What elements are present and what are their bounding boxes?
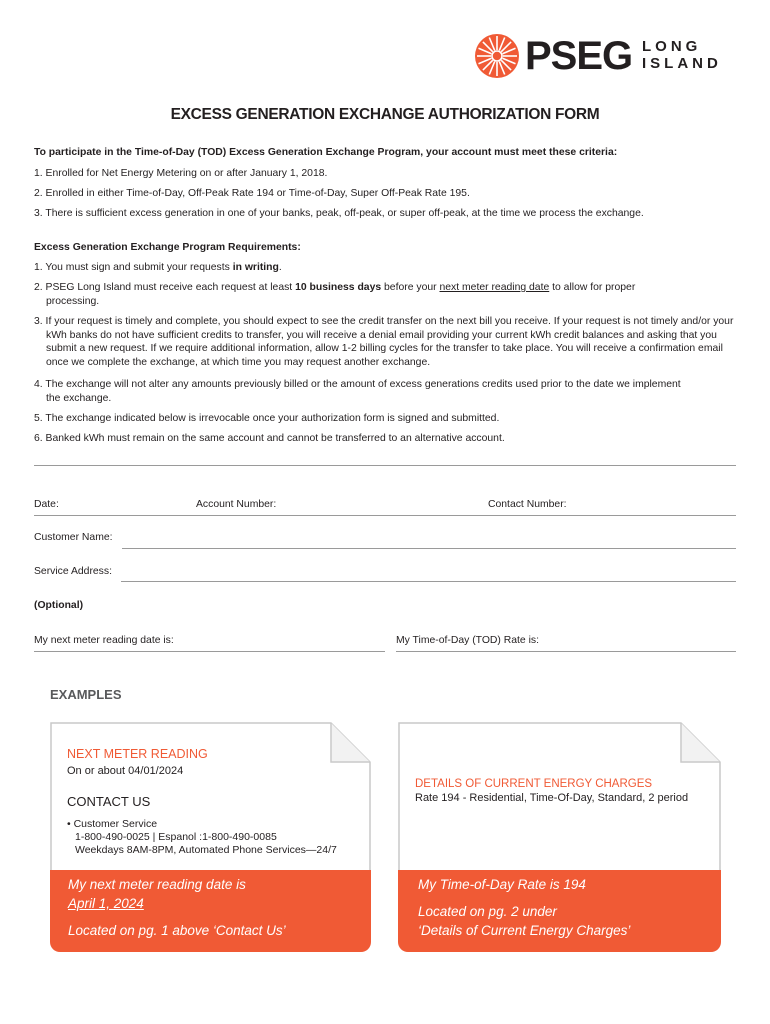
meter-reading-date-label: My next meter reading date is: (34, 635, 174, 646)
customer-service-bullet: • Customer Service (67, 818, 158, 830)
pseg-long-island-logo (474, 33, 734, 79)
criteria-item: 1. Enrolled for Net Energy Metering on or after January 1, 2018. (34, 168, 328, 179)
section-divider (34, 465, 736, 466)
criteria-item: 3. There is sufficient excess generation in one of your banks, peak, off-peak, or super off-peak, at the time we process the exchange. (34, 208, 644, 219)
meter-reading-text: On or about 04/01/2024 (67, 765, 184, 777)
next-meter-reading-date-link: next meter reading date (439, 282, 550, 293)
form-title: EXCESS GENERATION EXCHANGE AUTHORIZATION FORM (170, 106, 600, 123)
requirements-heading: Excess Generation Exchange Program Requirements: (34, 242, 301, 253)
next-meter-reading-heading: NEXT METER READING (67, 747, 208, 761)
example-card-tod-rate (398, 722, 721, 952)
service-address-field[interactable] (121, 581, 736, 582)
meter-reading-date-field[interactable] (34, 651, 385, 652)
band-date: April 1, 2024 (68, 896, 144, 911)
service-address-label: Service Address: (34, 566, 112, 577)
example-card-meter-reading (50, 722, 371, 952)
contact-us-heading: CONTACT US (67, 794, 151, 809)
rate-text: Rate 194 - Residential, Time-Of-Day, Standard, 2 period (415, 792, 689, 804)
band-line: Located on pg. 2 under (418, 904, 557, 919)
date-label: Date: (34, 499, 59, 510)
logo-wordmark: PSEG (525, 34, 633, 78)
customer-name-field[interactable] (122, 548, 736, 549)
contact-number-label: Contact Number: (488, 499, 567, 510)
customer-name-label: Customer Name: (34, 532, 113, 543)
band-line: My next meter reading date is (68, 877, 246, 892)
energy-charges-heading: DETAILS OF CURRENT ENERGY CHARGES (415, 778, 653, 790)
requirement-item: 4. The exchange will not alter any amounts previously billed or the amount of excess generations credits used prior to the date we implement the exchange. (34, 379, 681, 404)
account-number-label: Account Number: (196, 499, 277, 510)
tod-rate-field[interactable] (396, 651, 736, 652)
requirement-item: 3. If your request is timely and complete, you should expect to see the credit transfer on the next bill you receive. If your request is not timely and/or your kWh banks do not have sufficient credits to transfer, you will receive a denial email providing your current kWh credit balances and asking that you submit a new request. If we require additional information, allow 1-2 billing cycles for the transfer to take place. You will receive a confirmation email once we complete the exchange, at which time you may request another exchange. (34, 316, 734, 368)
logo-subtitle: LONG ISLAND (642, 38, 722, 72)
criteria-heading: To participate in the Time-of-Day (TOD) Excess Generation Exchange Program, your account must meet these criteria: (34, 147, 618, 158)
requirement-item: 5. The exchange indicated below is irrevocable once your authorization form is signed and submitted. (34, 413, 500, 424)
band-line: Located on pg. 1 above ‘Contact Us’ (68, 923, 286, 938)
band-line: My Time-of-Day Rate is 194 (418, 877, 586, 892)
sun-burst-icon (474, 33, 520, 79)
requirement-item: 6. Banked kWh must remain on the same account and cannot be transferred to an alternative account. (34, 433, 505, 444)
examples-heading: EXAMPLES (50, 687, 122, 702)
optional-label: (Optional) (34, 600, 84, 611)
tod-rate-label: My Time-of-Day (TOD) Rate is: (396, 635, 539, 646)
band-line: ‘Details of Current Energy Charges’ (418, 923, 631, 938)
service-hours: Weekdays 8AM-8PM, Automated Phone Services—24/7 (75, 844, 337, 856)
date-account-contact-field[interactable] (34, 515, 736, 516)
criteria-item: 2. Enrolled in either Time-of-Day, Off-Peak Rate 194 or Time-of-Day, Super Off-Peak Rate 195. (34, 188, 470, 199)
phone-numbers: 1-800-490-0025 | Espanol :1-800-490-0085 (75, 831, 277, 843)
requirement-item: 1. You must sign and submit your requests in writing. (34, 262, 282, 273)
requirement-item: 2. PSEG Long Island must receive each request at least 10 business days before your next meter reading date to allow for proper processing. (34, 282, 636, 307)
